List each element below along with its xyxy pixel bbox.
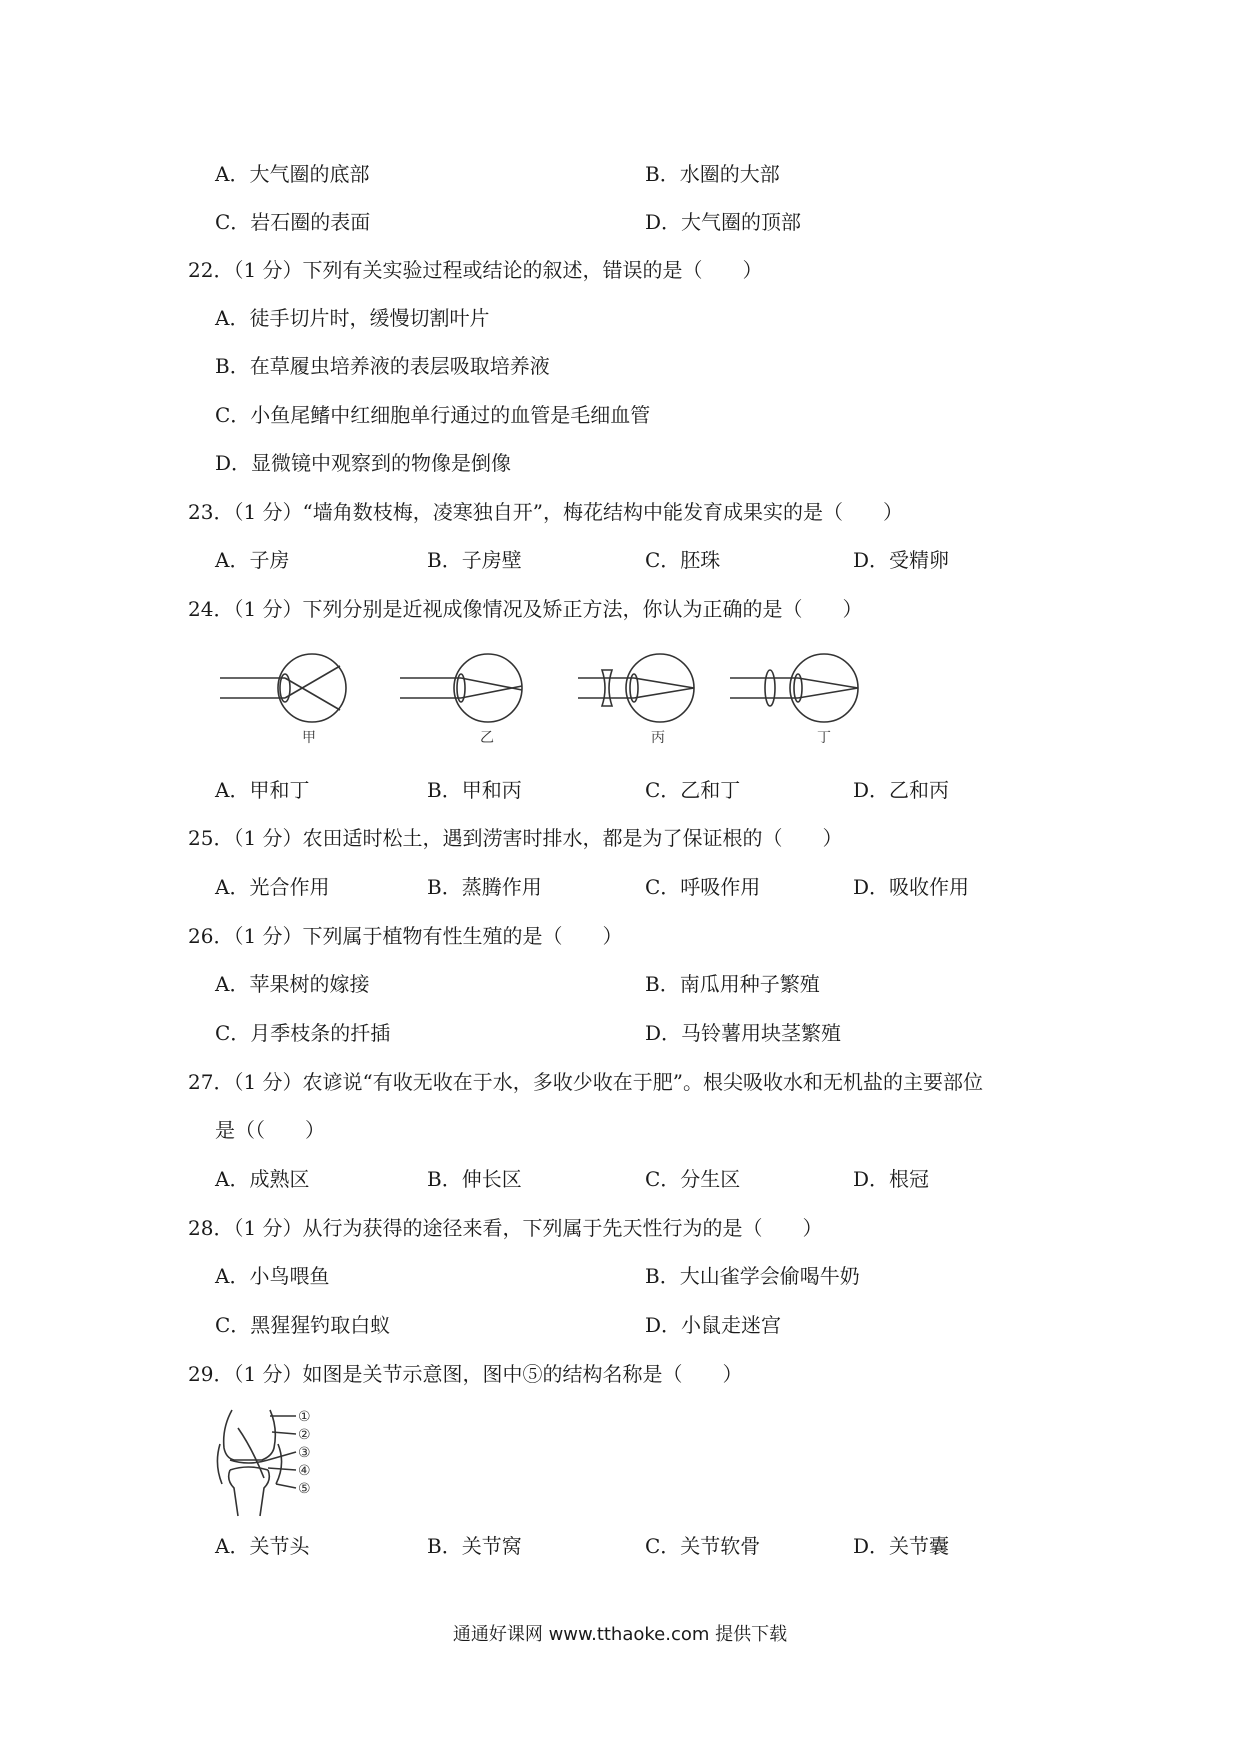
q29-option-a: A．关节头 [215,1534,310,1558]
q23-option-d: D．受精卵 [853,548,950,572]
q25-option-b: B．蒸腾作用 [427,875,542,899]
q21-option-a: A．大气圈的底部 [215,162,370,186]
q26-option-a: A．苹果树的嫁接 [215,972,370,996]
q28-option-d: D．小鼠走迷宫 [645,1313,782,1337]
q26-option-d: D．马铃薯用块茎繁殖 [645,1021,842,1045]
q28-stem: 28．（1 分）从行为获得的途径来看，下列属于先天性行为的是（ ） [188,1216,823,1240]
q23-option-a: A．子房 [215,548,290,572]
q23-option-b: B．子房壁 [427,548,522,572]
q23-option-c: C．胚珠 [645,548,721,572]
q22-stem: 22．（1 分）下列有关实验过程或结论的叙述，错误的是（ ） [188,258,763,282]
q29-option-d: D．关节囊 [853,1534,950,1558]
q27-option-c: C．分生区 [645,1167,741,1191]
q24-option-a: A．甲和丁 [215,778,310,802]
q27-option-d: D．根冠 [853,1167,930,1191]
q21-option-b: B．水圈的大部 [645,162,780,186]
q24-option-c: C．乙和丁 [645,778,741,802]
q21-option-c: C．岩石圈的表面 [215,210,371,234]
q24-option-d: D．乙和丙 [853,778,950,802]
joint-label-4: ④ [298,1463,311,1479]
q24-stem: 24．（1 分）下列分别是近视成像情况及矫正方法，你认为正确的是（ ） [188,597,863,621]
eye-diagram-jia [220,654,346,722]
joint-diagram-shapes [217,1410,296,1516]
joint-label-5: ⑤ [298,1481,311,1497]
q26-option-c: C．月季枝条的扦插 [215,1021,391,1045]
q22-option-d-text: D．显微镜中观察到的物像是倒像 [215,451,512,475]
q27-option-a: A．成熟区 [215,1167,310,1191]
q27-stem: 27．（1 分）农谚说“有收无收在于水，多收少收在于肥”。根尖吸收水和无机盐的主要部位 [188,1070,983,1094]
q22-option-b-text: B．在草履虫培养液的表层吸取培养液 [215,354,550,378]
q28-option-b: B．大山雀学会偷喝牛奶 [645,1264,860,1288]
eye-label-ding: 丁 [817,730,831,746]
q29-stem: 29．（1 分）如图是关节示意图，图中⑤的结构名称是（ ） [188,1362,743,1386]
joint-diagram-figure [212,1408,332,1518]
q25-option-a: A．光合作用 [215,875,330,899]
q21-option-d: D．大气圈的顶部 [645,210,802,234]
q24-option-b: B．甲和丙 [427,778,522,802]
eye-diagram-bing [578,654,694,722]
q23-stem: 23．（1 分）“墙角数枝梅，凌寒独自开”，梅花结构中能发育成果实的是（ ） [188,500,903,524]
joint-label-1: ① [298,1409,311,1425]
q25-stem: 25．（1 分）农田适时松土，遇到涝害时排水，都是为了保证根的（ ） [188,826,843,850]
q25-option-c: C．呼吸作用 [645,875,761,899]
eye-diagram-yi [400,654,522,722]
q26-option-b: B．南瓜用种子繁殖 [645,972,820,996]
joint-label-2: ② [298,1427,311,1443]
q29-option-c: C．关节软骨 [645,1534,761,1558]
q22-option-a-text: A．徒手切片时，缓慢切割叶片 [215,306,490,330]
eye-label-jia: 甲 [302,730,316,746]
q22-option-c-text: C．小鱼尾鳍中红细胞单行通过的血管是毛细血管 [215,403,651,427]
q25-option-d: D．吸收作用 [853,875,970,899]
eye-diagram-ding [730,654,858,722]
eye-diagrams-figure [210,648,890,748]
joint-label-3: ③ [298,1445,311,1461]
q29-option-b: B．关节窝 [427,1534,522,1558]
q28-option-a: A．小鸟喂鱼 [215,1264,330,1288]
q26-stem: 26．（1 分）下列属于植物有性生殖的是（ ） [188,924,623,948]
page-footer: 通通好课网 www.tthaoke.com 提供下载 [452,1624,788,1645]
q27-stem-continued-text: 是（（ ） [215,1118,325,1142]
q27-option-b: B．伸长区 [427,1167,522,1191]
q28-option-c: C．黑猩猩钓取白蚁 [215,1313,391,1337]
eye-label-bing: 丙 [651,730,665,746]
eye-label-yi: 乙 [480,730,494,746]
